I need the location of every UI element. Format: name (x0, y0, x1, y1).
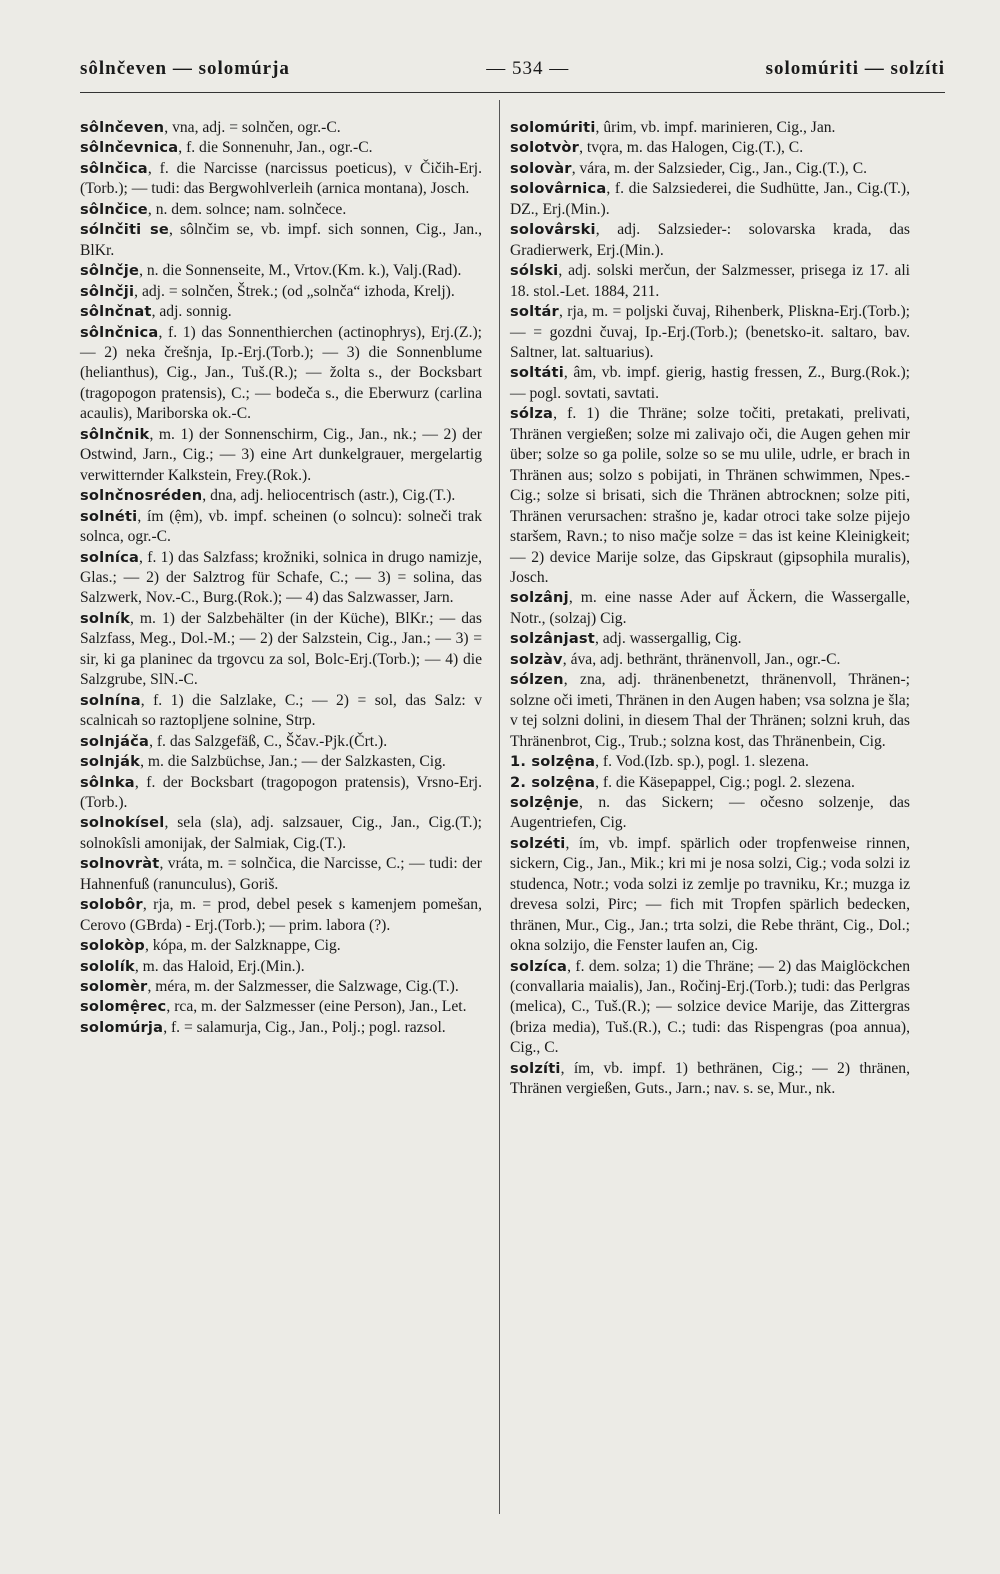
entry-definition: , rja, m. = poljski čuvaj, Rihenberk, Pliskna-Erj.(Torb.); — = gozdni čuvaj, Ip.-Erj.(Torb.); (benetsko-it. saltaro, bav. Saltner, lat. saltuarius). (510, 303, 910, 361)
dictionary-entry (80, 486, 482, 506)
dictionary-entry (510, 302, 910, 363)
entry-definition: , áva, adj. bethränt, thränenvoll, Jan., ogr.-C. (562, 650, 841, 668)
entry-definition: , ím (ệm), vb. impf. scheinen (o solncu): solneči trak solnca, ogr.-C. (80, 507, 482, 546)
left-column (80, 118, 482, 1038)
entry-headword: solzíti (510, 1059, 561, 1077)
entry-definition: , adj. Salzsieder-: solovarska krada, das Gradierwerk, Erj.(Min.). (510, 221, 910, 259)
dictionary-entry (510, 957, 910, 1059)
entry-definition: , f. die Sonnenuhr, Jan., ogr.-C. (178, 139, 373, 157)
entry-headword: solzânj (510, 589, 569, 607)
entry-headword: solotvòr (510, 139, 580, 157)
dictionary-entry (80, 854, 482, 895)
dictionary-entry (510, 1059, 910, 1100)
entry-definition: , f. dem. solza; 1) die Thräne; — 2) das Maiglöckchen (convallaria maialis), Jan., Ročinj-Erj.(Torb.); tudi: das Perlgras (melica), C., Tuš.(R.); — solzice device Marije, das Zittergras (briza media), Tuš.(R.), C.; tudi: das Rispengras (poa annua), Cig., C. (510, 957, 910, 1057)
entry-headword: solnčnosréden (80, 487, 203, 505)
dictionary-entry (80, 302, 482, 322)
entry-headword: solzíca (510, 957, 568, 975)
entry-definition: , m. 1) der Salzbehälter (in der Küche), BlKr.; — das Salzfass, Meg., Dol.-M.; — 2) der Salzstein, Cig., Jan.; — 3) = sir, ki ga planinec da trgovcu za sol, Bolc-Erj.(Torb.); — 4) die Salzgrube, SlN.-C. (80, 609, 482, 689)
entry-definition: , vna, adj. = solnčen, ogr.-C. (164, 119, 341, 136)
entry-definition: , ûrim, vb. impf. marinieren, Cig., Jan. (595, 119, 836, 136)
entry-headword: solovârski (510, 221, 596, 239)
page-header (80, 54, 945, 84)
entry-headword: solnéti (80, 507, 138, 525)
entry-definition: , n. die Sonnenseite, M., Vrtov.(Km. k.), Valj.(Rad). (139, 262, 462, 280)
entry-definition: , rca, m. der Salzmesser (eine Person), Jan., Let. (166, 998, 467, 1016)
entry-headword: sôlnčice (80, 200, 148, 218)
dictionary-entry (80, 732, 482, 752)
entry-headword: solovàr (510, 159, 572, 177)
entry-definition: , adj. wassergallig, Cig. (594, 630, 742, 648)
dictionary-entry (80, 936, 482, 956)
dictionary-entry (510, 752, 910, 772)
dictionary-entry (510, 793, 910, 834)
entry-definition: , f. der Bocksbart (tragopogon pratensis), Vrsno-Erj.(Torb.). (80, 773, 482, 811)
entry-headword: solnjáča (80, 732, 150, 750)
entry-headword: solomúriti (510, 119, 596, 136)
dictionary-entry (80, 138, 482, 158)
entry-headword: soltár (510, 303, 559, 321)
entry-headword: sôlnčnat (80, 303, 152, 321)
entry-definition: , vráta, m. = solnčica, die Narcisse, C.; — tudi: der Hahnenfuß (ranunculus), Goriš. (80, 855, 482, 893)
dictionary-entry (80, 691, 482, 732)
dictionary-entry (80, 895, 482, 936)
dictionary-entry (510, 629, 910, 649)
dictionary-entry (80, 159, 482, 200)
dictionary-entry (80, 773, 482, 814)
entry-headword: solokòp (80, 937, 145, 955)
entry-definition: , rja, m. = prod, debel pesek s kamenjem pomešan, Cerovo (GBrda) - Erj.(Torb.); — prim. labora (?). (80, 896, 482, 934)
right-column (510, 118, 910, 1100)
dictionary-entry (80, 997, 482, 1017)
entry-definition: , dna, adj. heliocentrisch (astr.), Cig.(T.). (202, 487, 456, 505)
dictionary-entry (510, 159, 910, 179)
dictionary-entry (80, 813, 482, 854)
entry-definition: , m. eine nasse Ader auf Äckern, die Wassergalle, Notr., (solzaj) Cig. (510, 589, 910, 627)
dictionary-entry (80, 323, 482, 425)
dictionary-entry (510, 650, 910, 670)
entry-definition: , tvǫra, m. das Halogen, Cig.(T.), C. (579, 139, 804, 157)
dictionary-entry (80, 752, 482, 772)
entry-definition: , adj. = solnčen, Štrek.; (od „solnča“ izhoda, Krelj). (134, 282, 455, 300)
entry-headword: solzệnje (510, 793, 579, 811)
entry-definition: , f. = salamurja, Cig., Jan., Polj.; pogl. razsol. (163, 1018, 446, 1036)
entry-definition: , f. 1) die Thräne; solze točiti, pretakati, prelivati, Thränen vergießen; solze mi zalivajo oči, die Augen gehen mir über; solze so ga polile, solze so se mu ulile, udrle, er brach in Thränen aus; solzo s pobijati, in Thränen schwimmen, Npes.-Cig.; solze si brisati, sich die Thränen abtrocknen; solze piti, Thränen verursachen: strašno je, kadar otroci take solze pijejo staršem, Ravn.; to niso mačje solze = das ist keine Kleinigkeit; — 2) device Marije solze, das Gipskraut (gipsophila muralis), Josch. (510, 405, 910, 586)
entry-definition: , f. die Salzsiederei, die Sudhütte, Jan., Cig.(T.), DZ., Erj.(Min.). (510, 180, 910, 218)
dictionary-entry (80, 200, 482, 220)
entry-headword: solníca (80, 548, 140, 566)
entry-headword: solzàv (510, 650, 563, 668)
dictionary-entry (510, 588, 910, 629)
dictionary-entry (80, 609, 482, 691)
entry-headword: solomúrja (80, 1018, 164, 1036)
entry-headword: solnják (80, 753, 141, 771)
entry-headword: sólzen (510, 671, 564, 689)
dictionary-entry (510, 138, 910, 158)
header-left-guideword: sôlnčeven — solomúrja (80, 58, 290, 79)
entry-headword: soltáti (510, 364, 564, 382)
entry-definition: , sela (sla), adj. salzsauer, Cig., Jan., Cig.(T.); solnokîsli amonijak, der Salmiak, Cig.(T.). (80, 814, 482, 852)
dictionary-entry (80, 1018, 482, 1038)
entry-headword: sôlnčji (80, 282, 135, 300)
entry-definition: , sôlnčim se, vb. impf. sich sonnen, Cig., Jan., BlKr. (80, 221, 482, 259)
dictionary-entry (510, 834, 910, 957)
entry-definition: , f. die Käsepappel, Cig.; pogl. 2. slezena. (595, 773, 855, 791)
entry-headword: solnokísel (80, 814, 165, 832)
dictionary-entry (80, 507, 482, 548)
entry-headword: solobôr (80, 896, 143, 914)
dictionary-entry (510, 670, 910, 752)
entry-headword: solovârnica (510, 180, 607, 198)
entry-headword: solomệrec (80, 998, 167, 1016)
entry-headword: sôlnka (80, 773, 135, 791)
entry-headword: solnína (80, 691, 141, 709)
entry-headword: solzéti (510, 834, 566, 852)
entry-headword: solník (80, 609, 131, 627)
dictionary-entry (510, 404, 910, 588)
dictionary-entry (80, 261, 482, 281)
entry-headword: 1. solzệna (510, 753, 596, 771)
entry-definition: , n. dem. solnce; nam. solnčece. (147, 200, 347, 218)
dictionary-entry (80, 220, 482, 261)
entry-headword: solnovràt (80, 855, 160, 873)
entry-definition: , f. 1) das Salzfass; krožniki, solnica in drugo namizje, Glas.; — 2) der Salztrog für Schafe, C.; — 3) = solina, das Salzwerk, Nov.-C., Burg.(Rok.); — 4) das Salzwasser, Jarn. (80, 548, 482, 607)
entry-headword: solzânjast (510, 630, 595, 648)
dictionary-entry (510, 363, 910, 404)
entry-headword: sôlnčnik (80, 425, 150, 443)
entry-definition: , m. 1) der Sonnenschirm, Cig., Jan., nk.; — 2) der Ostwind, Jarn., Cig.; — 3) eine Art dunkelgrauer, mergelartig verwitternder Kalkstein, Frey.(Rok.). (80, 425, 482, 484)
entry-headword: sôlnčje (80, 262, 140, 280)
entry-headword: sôlnčica (80, 159, 148, 177)
dictionary-entry (510, 220, 910, 261)
entry-headword: sólnčiti se (80, 221, 169, 239)
entry-headword: sololík (80, 957, 135, 975)
entry-definition: , f. 1) die Salzlake, C.; — 2) = sol, das Salz: v scalnicah so raztopljene solnine, Strp. (80, 691, 482, 730)
entry-definition: , zna, adj. thränenbenetzt, thränenvoll, Thränen-; solzne oči imeti, Thränen in den Augen haben; vsa solzna je šla; v tej solzni dolini, in diesem Thal der Thränen; solzni kruh, das Thränenbrot, Cig., Trub.; solzna kost, das Thränenbein, Cig. (510, 671, 910, 750)
column-divider (499, 100, 500, 1514)
entry-definition: , kópa, m. der Salzknappe, Cig. (144, 937, 341, 955)
entry-headword: sôlnčevnica (80, 139, 179, 157)
dictionary-entry (510, 179, 910, 220)
entry-definition: , méra, m. der Salzmesser, die Salzwage, Cig.(T.). (147, 978, 459, 996)
dictionary-entry (510, 773, 910, 793)
dictionary-entry (80, 977, 482, 997)
entry-definition: , m. das Haloid, Erj.(Min.). (134, 957, 305, 975)
entry-headword: sólski (510, 262, 559, 280)
entry-definition: , ím, vb. impf. 1) bethränen, Cig.; — 2) thränen, Thränen vergießen, Guts., Jarn.; nav. s. se, Mur., nk. (510, 1059, 910, 1098)
header-rule (80, 92, 945, 93)
entry-definition: , f. Vod.(Izb. sp.), pogl. 1. slezena. (595, 753, 809, 771)
entry-definition: , adj. sonnig. (151, 303, 232, 321)
entry-definition: , n. das Sickern; — očesno solzenje, das Augentriefen, Cig. (510, 793, 910, 832)
entry-definition: , ím, vb. impf. spärlich oder tropfenweise rinnen, sickern, Cig., Jan., Mik.; kri mi je nosa solzi, Cig.; voda solzi iz studenca, Notr.; voda solzi iz zemlje po travniku, Kr.; muzga iz drevesa solzi, Pirc; — fich mit Tropfen spärlich bedecken, thränen, Mur., Cig., Jan.; trta solzi, die Rebe thränt, Cig., Dol.; okna solzijo, die Fenster laufen an, Cig. (510, 834, 910, 955)
dictionary-entry (80, 282, 482, 302)
entry-headword: 2. solzệna (510, 773, 596, 791)
dictionary-entry (80, 118, 482, 138)
entry-definition: , adj. solski merčun, der Salzmesser, prisega iz 17. ali 18. stol.-Let. 1884, 211. (510, 262, 910, 300)
entry-headword: sôlnčeven (80, 119, 165, 136)
dictionary-entry (510, 118, 910, 138)
entry-definition: , f. das Salzgefäß, C., Ščav.-Pjk.(Črt.). (149, 732, 388, 750)
page-number: — 534 — (486, 58, 570, 79)
entry-headword: sólza (510, 405, 554, 423)
entry-definition: , âm, vb. impf. gierig, hastig fressen, Z., Burg.(Rok.); — pogl. sovtati, savtati. (510, 364, 910, 402)
entry-headword: sôlnčnica (80, 323, 159, 341)
entry-headword: solomèr (80, 978, 148, 996)
dictionary-entry (80, 548, 482, 609)
dictionary-entry (80, 425, 482, 486)
entry-definition: , vára, m. der Salzsieder, Cig., Jan., Cig.(T.), C. (571, 159, 868, 177)
entry-definition: , f. 1) das Sonnenthierchen (actinophrys), Erj.(Z.); — 2) neka črešnja, Ip.-Erj.(Torb.); — 3) die Sonnenblume (helianthus), Cig., Jan., Tuš.(R.); — žolta s., der Bocksbart (tragopogon pratensis), C.; — bodeča s., die Eberwurz (carlina acaulis), Mariborska ok.-C. (80, 323, 482, 423)
dictionary-entry (80, 957, 482, 977)
entry-definition: , m. die Salzbüchse, Jan.; — der Salzkasten, Cig. (140, 753, 446, 771)
dictionary-entry (510, 261, 910, 302)
header-right-guideword: solomúriti — solzíti (765, 58, 945, 79)
entry-definition: , f. die Narcisse (narcissus poeticus), v Čičih-Erj.(Torb.); — tudi: das Bergwohlverleih (arnica montana), Josch. (80, 159, 482, 198)
